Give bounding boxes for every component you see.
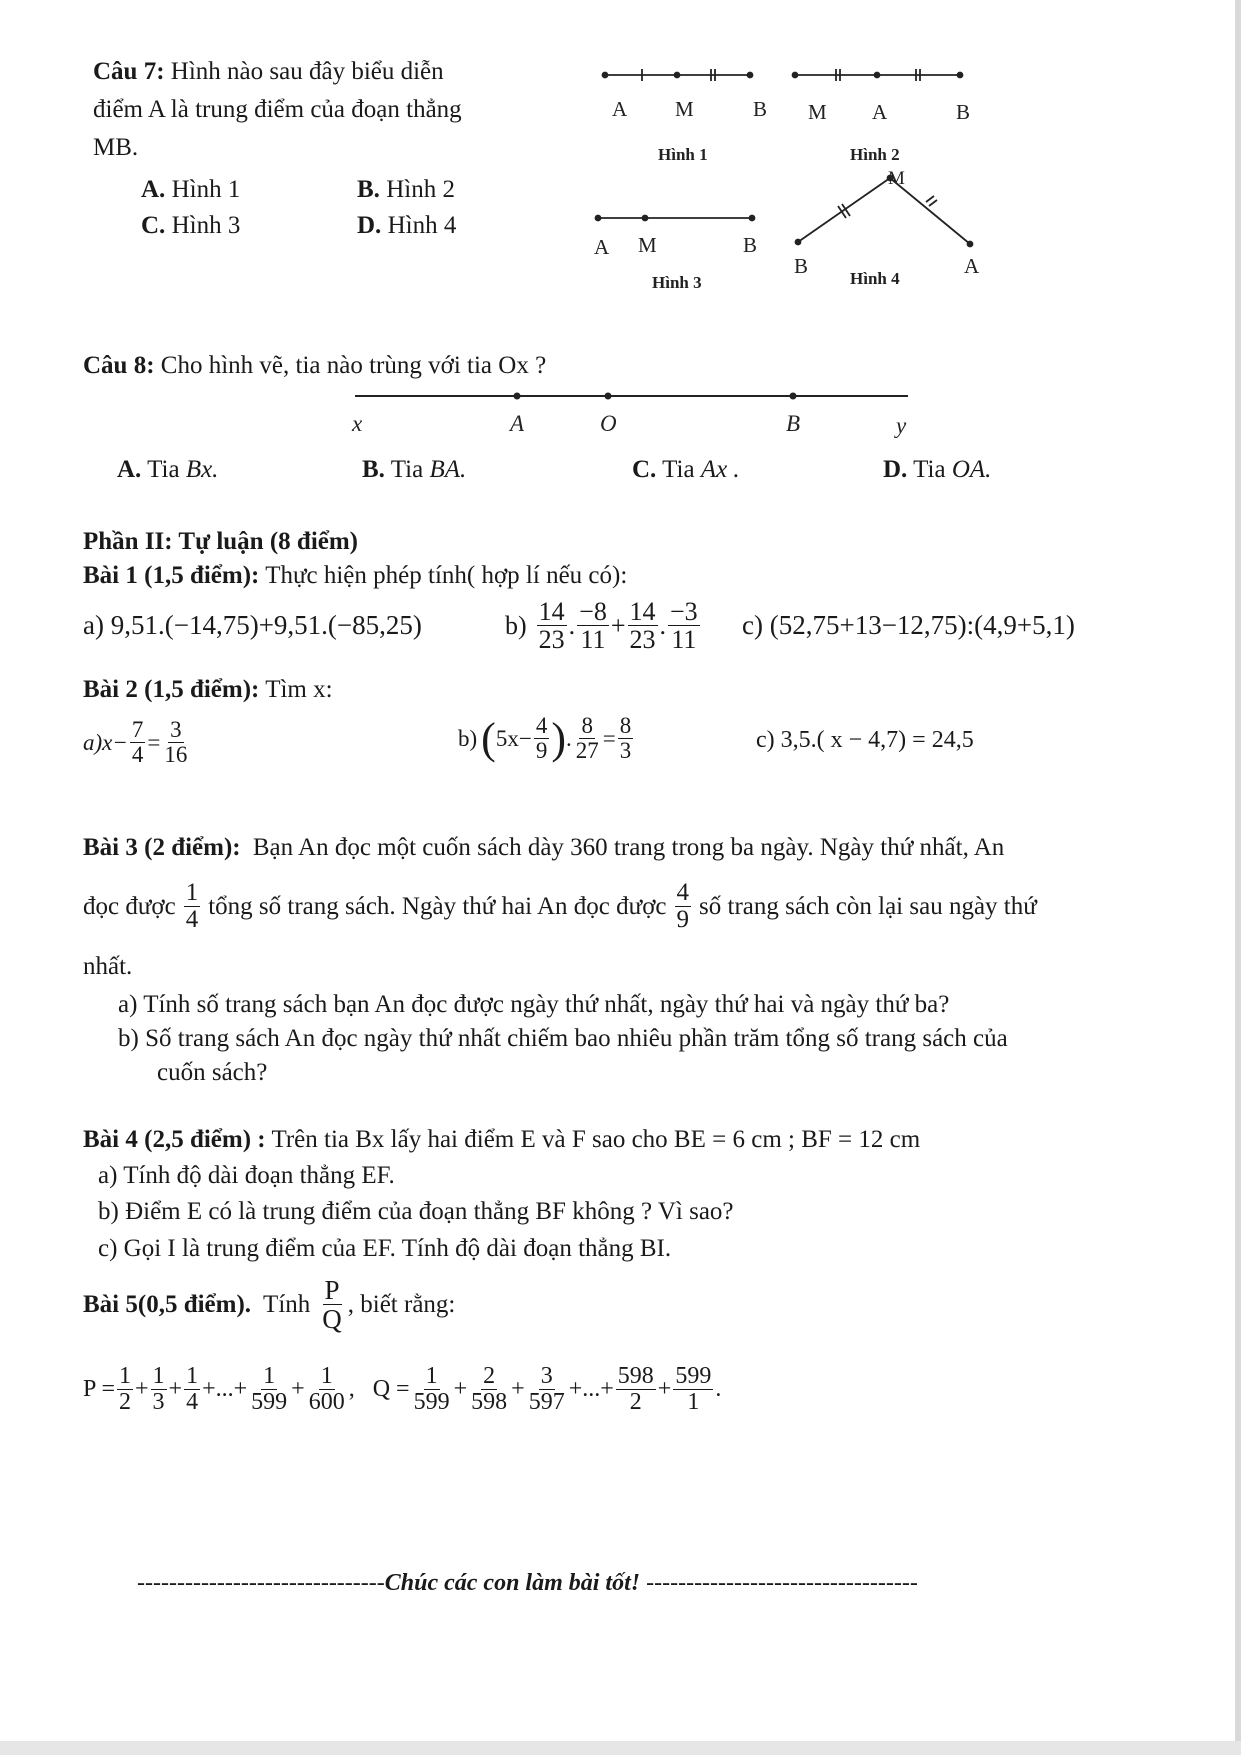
q7-line2: điểm A là trung điểm của đoạn thẳng	[93, 96, 462, 123]
q7-line3: MB.	[93, 134, 139, 161]
bai5-q-frac5: $\frac{599}{1}$	[675, 1363, 712, 1416]
bai5-p-frac5: $\frac{1}{600}$	[308, 1363, 345, 1416]
q7-option-c: C. Hình 3	[141, 212, 241, 239]
bai4-a: a) Tính độ dài đoạn thẳng EF.	[98, 1162, 395, 1189]
bai5-heading: Bài 5(0,5 điểm). Tính $\frac{P}{Q}$ , biết rằng:	[83, 1275, 456, 1335]
bai2-a-frac1: $\frac{7}{4}$	[131, 717, 144, 768]
bai3-label: Bài 3 (2 điểm):	[83, 834, 241, 861]
bai3-line3: nhất.	[83, 953, 133, 980]
q8-label-y: y	[896, 413, 907, 438]
footer-message	[137, 1570, 918, 1597]
bai5-p-frac2: $\frac{1}{3}$	[152, 1363, 165, 1416]
fig1-caption: Hình 1	[658, 145, 708, 164]
q8-label-a: A	[510, 411, 525, 436]
q8-label-x: x	[352, 411, 363, 436]
fig1-label-a: A	[612, 97, 628, 121]
part2-title: Phần II: Tự luận (8 điểm)	[83, 528, 359, 555]
footer-dashes-right: ----------------------------------	[640, 1570, 918, 1596]
q7-label: Câu 7:	[93, 58, 165, 85]
bai4-b: b) Điểm E có là trung điểm của đoạn thẳng BF không ? Vì sao?	[98, 1198, 734, 1225]
bai5-p-frac4: $\frac{1}{599}$	[251, 1363, 288, 1416]
fig4-label-b: B	[794, 254, 809, 278]
bai1-b-frac4: $\frac{-3}{11}$	[670, 597, 698, 655]
bai1-b: b) $\frac{14}{23}$ . $\frac{-8}{11}$ + $\frac{14}{23}$ . $\frac{-3}{11}$	[505, 597, 698, 655]
bai4-label: Bài 4 (2,5 điểm) :	[83, 1126, 266, 1153]
scan-bottom-edge	[0, 1741, 1241, 1755]
fig2-label-m: M	[808, 100, 827, 124]
bai5-q-frac1: $\frac{1}{599}$	[413, 1363, 450, 1416]
footer-text: Chúc các con làm bài tốt!	[384, 1570, 641, 1596]
scan-right-edge	[1235, 0, 1241, 1755]
bai2-b-frac2: $\frac{8}{27}$	[575, 713, 599, 764]
bai5-q-frac4: $\frac{598}{2}$	[617, 1363, 654, 1416]
q7-option-b: B. Hình 2	[357, 176, 455, 203]
bai3-text1: Bạn An đọc một cuốn sách dày 360 trang trong ba ngày. Ngày thứ nhất, An	[252, 834, 1005, 861]
bai3-b1: b) Số trang sách An đọc ngày thứ nhất chiếm bao nhiêu phần trăm tổng số trang sách của	[118, 1025, 1008, 1052]
bai1-c: c) (52,75+13−12,75):(4,9+5,1)	[742, 610, 1075, 640]
fig2-caption: Hình 2	[850, 145, 900, 164]
bai3-b2: cuốn sách?	[157, 1059, 268, 1086]
q8-figure	[340, 380, 920, 440]
bai1-heading	[83, 562, 627, 590]
fig4-label-a: A	[964, 254, 980, 278]
fig2-label-a: A	[872, 100, 888, 124]
fig4-label-m: M	[888, 168, 905, 189]
bai4-heading	[83, 1126, 920, 1154]
q7-option-a: A. Hình 1	[141, 176, 241, 203]
q8-label-o: O	[600, 411, 617, 436]
bai1-b-frac2: $\frac{-8}{11}$	[579, 597, 607, 655]
q8-option-d: D. Tia OA.	[883, 456, 992, 483]
fig3-label-a: A	[594, 235, 610, 259]
bai5-q-frac2: $\frac{2}{598}$	[471, 1363, 508, 1416]
bai5-expressions: P = $\frac{1}{2}$ + $\frac{1}{3}$ + $\frac{1}{4}$ +...+ $\frac{1}{599}$ + $\frac{1}{600}$ , Q = $\frac{1}{599}$ + $\frac{2}{598}$ + $\frac{3}{597}$ +...+ $\frac{598}{2}$ + $\frac{599}{1}$ .	[83, 1363, 722, 1416]
bai2-b-frac3: $\frac{8}{3}$	[619, 713, 632, 764]
bai1-a-expr: 9,51.(−14,75)+9,51.(−85,25)	[110, 610, 422, 640]
bai2-b-frac1: $\frac{4}{9}$	[535, 713, 548, 764]
q7-figures	[580, 50, 1000, 300]
bai1-b-frac1: $\frac{14}{23}$	[538, 597, 565, 655]
q8-label: Câu 8:	[83, 352, 155, 379]
bai1-b-frac3: $\frac{14}{23}$	[629, 597, 656, 655]
q7-text1: Hình nào sau đây biểu diễn	[170, 58, 444, 85]
q8-option-c: C. Tia Ax .	[632, 456, 740, 483]
bai5-label: Bài 5(0,5 điểm).	[83, 1290, 252, 1318]
footer-dashes-left: -------------------------------	[137, 1570, 385, 1596]
bai5-p-frac1: $\frac{1}{2}$	[119, 1363, 131, 1416]
fig2-label-b: B	[956, 100, 971, 124]
fig1-label-m: M	[675, 97, 694, 121]
bai1-text: Thực hiện phép tính( hợp lí nếu có):	[265, 562, 628, 589]
bai1-c-expr: (52,75+13−12,75):(4,9+5,1)	[769, 610, 1075, 640]
bai3-frac2: $\frac{4}{9}$	[676, 879, 690, 934]
fig3-caption: Hình 3	[652, 273, 702, 292]
fig1-label-b: B	[753, 97, 768, 121]
bai3-line1	[83, 834, 1004, 862]
q8-question	[83, 352, 546, 380]
bai5-p-frac3: $\frac{1}{4}$	[186, 1363, 199, 1416]
bai3-a: a) Tính số trang sách bạn An đọc được ngày thứ nhất, ngày thứ hai và ngày thứ ba?	[118, 991, 950, 1018]
bai1-a: a) 9,51.(−14,75)+9,51.(−85,25)	[83, 610, 422, 640]
q8-label-b: B	[786, 411, 801, 436]
q7-line1	[93, 58, 444, 86]
bai5-q-frac3: $\frac{3}{597}$	[528, 1363, 565, 1416]
bai2-a: a)x− $\frac{7}{4}$ = $\frac{3}{16}$	[83, 717, 188, 768]
bai4-c: c) Gọi I là trung điểm của EF. Tính độ dài đoạn thẳng BI.	[98, 1235, 672, 1262]
bai2-label: Bài 2 (1,5 điểm):	[83, 676, 260, 703]
bai4-text: Trên tia Bx lấy hai điểm E và F sao cho BE = 6 cm ; BF = 12 cm	[271, 1126, 921, 1153]
bai1-label: Bài 1 (1,5 điểm):	[83, 562, 260, 589]
bai5-frac-pq: $\frac{P}{Q}$	[322, 1275, 342, 1335]
bai2-b: b) ( 5x− $\frac{4}{9}$ ) . $\frac{8}{27}$ = $\frac{8}{3}$	[458, 713, 632, 764]
bai2-heading	[83, 676, 333, 704]
fig3-label-m: M	[638, 233, 657, 257]
bai2-a-frac2: $\frac{3}{16}$	[164, 717, 188, 768]
bai3-frac1: $\frac{1}{4}$	[185, 879, 199, 934]
q8-option-a: A. Tia Bx.	[117, 456, 219, 483]
fig4-caption: Hình 4	[850, 269, 900, 288]
bai2-c: c) 3,5.( x − 4,7) = 24,5	[756, 727, 974, 753]
q7-option-d: D. Hình 4	[357, 212, 457, 239]
bai3-line2: đọc được $\frac{1}{4}$ tổng số trang sách. Ngày thứ hai An đọc được $\frac{4}{9}$ số trang sách còn lại sau ngày thứ	[83, 879, 1037, 934]
bai2-text: Tìm x:	[265, 676, 333, 703]
q8-option-b: B. Tia BA.	[362, 456, 467, 483]
fig3-label-b: B	[743, 233, 758, 257]
q8-text: Cho hình vẽ, tia nào trùng với tia Ox ?	[160, 352, 547, 379]
